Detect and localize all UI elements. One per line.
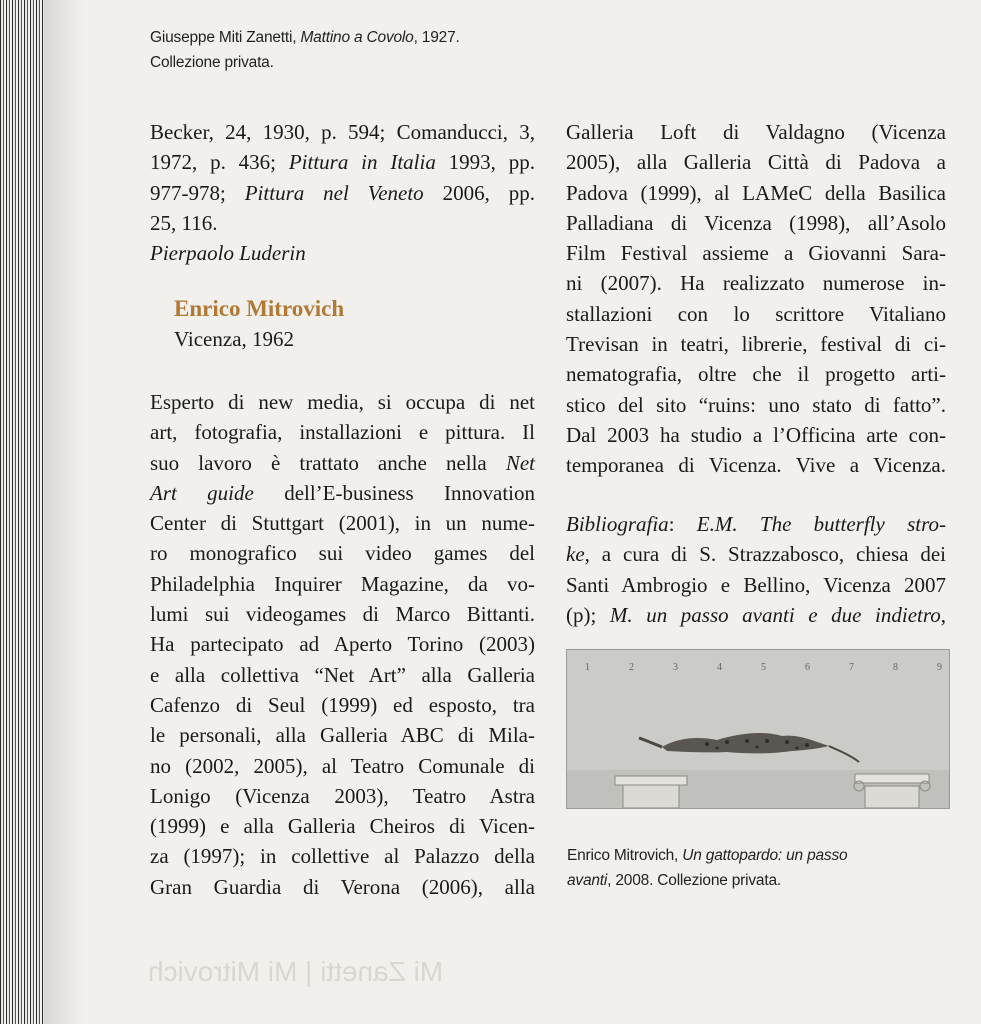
body-line: Esperto di new media, si occupa di net — [150, 390, 535, 414]
body-line: Ha partecipato ad Aperto Torino (2003) — [150, 632, 535, 657]
photo-caption: Enrico Mitrovich, Un gattopardo: un passo avanti, 2008. Collezione privata. — [567, 847, 848, 889]
body-line: suo lavoro è trattato anche nella Net — [150, 450, 535, 475]
body-line: Philadelphia Inquirer Magazine, da vo- — [150, 571, 535, 596]
body-line: temporanea di Vicenza. Vive a Vicenza. — [566, 453, 946, 478]
body-line: Dal 2003 ha studio a l’Officina arte con- — [566, 422, 946, 447]
ruler-number: 3 — [673, 662, 678, 673]
body-line: lumi sui videogames di Marco Bittanti. — [150, 602, 535, 627]
reference-line: 977-978; Pittura nel Veneto 2006, pp. — [150, 180, 535, 205]
body-line: (1999) e alla Galleria Cheiros di Vicen- — [150, 814, 535, 839]
body-line: le personali, alla Galleria ABC di Mila- — [150, 723, 535, 748]
ruler-number: 5 — [761, 662, 766, 673]
ruler-number: 7 — [849, 662, 854, 673]
show-through-running-head: Mi Zanetti | Mi Mitrovich — [148, 956, 444, 987]
ruler-number: 9 — [937, 662, 942, 673]
body-line: Padova (1999), al LAMeC della Basilica — [566, 180, 946, 205]
bibliography-label: Bibliografia — [566, 512, 669, 536]
body-line: za (1997); in collettive al Palazzo della — [150, 844, 535, 869]
left-column — [150, 117, 535, 268]
right-column-pedestal — [854, 774, 930, 808]
body-line: ni (2007). Ha realizzato numerose in- — [566, 271, 946, 296]
reference-line: Becker, 24, 1930, p. 594; Comanducci, 3, — [150, 120, 535, 144]
body-line: Trevisan in teatri, librerie, festival di ci- — [566, 332, 946, 357]
body-line: Palladiana di Vicenza (1998), all’Asolo — [566, 210, 946, 235]
bibliography-block — [566, 509, 946, 630]
entry-name-heading: Enrico Mitrovich — [174, 296, 345, 321]
caption-year: , 1927. — [413, 29, 460, 46]
bibliography-line: Bibliografia: E.M. The butterfly stro- — [566, 512, 946, 536]
bibliography-line: (p); M. un passo avanti e due indietro, — [566, 602, 946, 627]
bibliography-line: Santi Ambrogio e Bellino, Vicenza 2007 — [566, 572, 946, 597]
left-column-pedestal — [615, 776, 687, 808]
body-line: e alla collettiva “Net Art” alla Galleria — [150, 662, 535, 687]
ruler-number: 2 — [629, 662, 634, 673]
body-line: art, fotografia, installazioni e pittura. Il — [150, 420, 535, 445]
caption-title: Mattino a Covolo — [300, 29, 414, 46]
reference-line: 1972, p. 436; Pittura in Italia 1993, pp. — [150, 150, 535, 175]
gutter-shadow — [44, 0, 84, 1024]
author-signature: Pierpaolo Luderin — [150, 241, 306, 266]
reference-line: 25, 116. — [150, 210, 218, 235]
book-binding-edge — [0, 0, 44, 1024]
body-line: Center di Stuttgart (2001), in un nume- — [150, 511, 535, 536]
body-line: Cafenzo di Seul (1999) ed esposto, tra — [150, 692, 535, 717]
body-line: Galleria Loft di Valdagno (Vicenza — [566, 120, 946, 144]
ruler-number: 8 — [893, 662, 898, 673]
body-line: Art guide dell’E-business Innovation — [150, 480, 535, 505]
caption-artist: Giuseppe Miti Zanetti, — [150, 29, 301, 46]
artwork-illustration — [567, 650, 949, 808]
entry-birth-info: Vicenza, 1962 — [174, 327, 295, 351]
body-line: Lonigo (Vicenza 2003), Teatro Astra — [150, 783, 535, 808]
ruler-number: 4 — [717, 662, 722, 673]
body-line: Gran Guardia di Verona (2006), alla — [150, 874, 535, 899]
ruler-number: 1 — [585, 662, 590, 673]
bibliography-line: ke, a cura di S. Strazzabosco, chiesa dei — [566, 542, 946, 567]
left-column-body — [150, 387, 535, 902]
body-line: no (2002, 2005), al Teatro Comunale di — [150, 753, 535, 778]
top-image-caption — [150, 25, 460, 75]
body-line: nematografia, oltre che il progetto arti- — [566, 362, 946, 387]
body-line: Film Festival assieme a Giovanni Sara- — [566, 241, 946, 266]
body-line: stico del sito “ruins: uno stato di fatto”. — [566, 392, 946, 417]
artwork-photo — [566, 649, 950, 809]
body-line: stallazioni con lo scrittore Vitaliano — [566, 301, 946, 326]
body-line: ro monografico sui video games del — [150, 541, 535, 566]
body-line: 2005), alla Galleria Città di Padova a — [566, 150, 946, 175]
right-column — [566, 117, 946, 481]
caption-line — [150, 25, 460, 50]
caption-collection: Collezione privata. — [150, 54, 274, 71]
ruler-number: 6 — [805, 662, 810, 673]
